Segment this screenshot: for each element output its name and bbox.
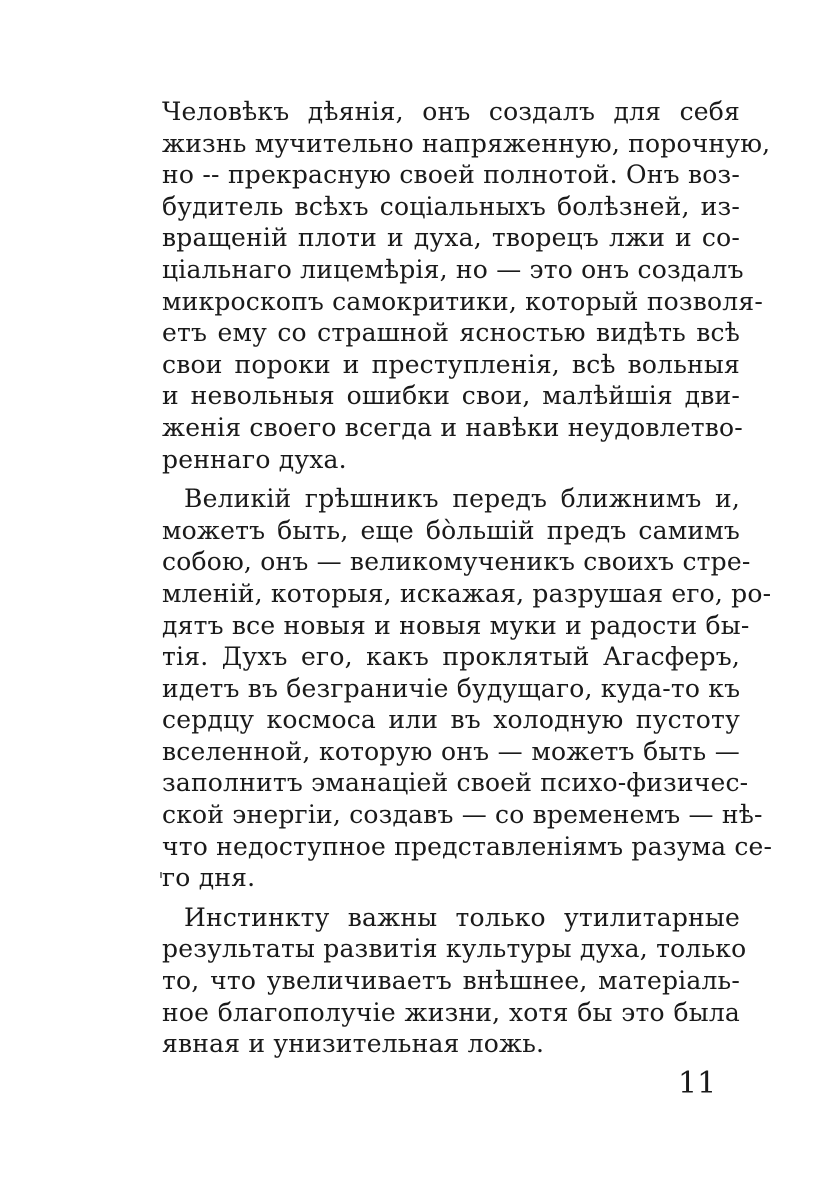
text-line: свои пороки и преступленія, всѣ вольныя — [162, 349, 740, 379]
text-line: сердцу космоса или въ холодную пустоту — [162, 705, 740, 735]
text-line: и невольныя ошибки свои, малѣйшія дви- — [162, 381, 740, 411]
text-line: го дня. — [162, 863, 256, 893]
print-speck — [160, 872, 162, 878]
text-line: жизнь мучительно напряженную, порочную, — [162, 128, 771, 158]
text-line: дятъ все новыя и новыя муки и радости бы- — [162, 610, 750, 640]
text-line: то, что увеличиваетъ внѣшнее, матеріаль- — [162, 966, 740, 996]
text-line: женія своего всегда и навѣки неудовлетво- — [162, 412, 743, 442]
text-line: идетъ въ безграничіе будущаго, куда-то къ — [162, 673, 741, 703]
paragraph-1 — [162, 96, 771, 475]
text-line: ное благополучіе жизни, хотя бы это была — [162, 997, 740, 1027]
text-line: заполнитъ эманаціей своей психо-физичес- — [162, 768, 749, 798]
text-line: тія. Духъ его, какъ проклятый Агасферъ, — [162, 642, 740, 672]
text-line: етъ ему со страшной ясностью видѣть всѣ — [162, 318, 740, 348]
text-line: Человѣкъ дѣянія, онъ создалъ для себя — [162, 97, 740, 126]
text-line: вселенной, которую онъ — можетъ быть — — [162, 736, 740, 766]
text-line: можетъ быть, еще бо̀льшій предъ самимъ — [162, 515, 740, 545]
text-line: собою, онъ — великомученикъ своихъ стре- — [162, 547, 751, 577]
page-number: 11 — [678, 1066, 717, 1101]
text-line: реннаго духа. — [162, 444, 347, 474]
text-line: мленій, которыя, искажая, разрушая его, ро- — [162, 578, 772, 608]
body-text — [162, 96, 773, 1060]
text-line: но -- прекрасную своей полнотой. Онъ воз- — [162, 160, 740, 190]
text-line: Великій грѣшникъ передъ ближнимъ и, — [184, 484, 740, 514]
text-line: явная и унизительная ложь. — [162, 1029, 545, 1059]
paragraph-2 — [162, 483, 773, 894]
text-line: ціальнаго лицемѣрія, но — это онъ создалъ — [162, 254, 744, 284]
text-line: результаты развитія культуры духа, только — [162, 934, 747, 964]
text-line: что недоступное представленіямъ разума се- — [162, 831, 773, 861]
paragraph-3 — [162, 902, 747, 1060]
text-line: ской энергіи, создавъ — со временемъ — нѣ- — [162, 800, 763, 830]
text-line: микроскопъ самокритики, который позволя- — [162, 286, 763, 316]
text-line: Инстинкту важны только утилитарные — [184, 902, 740, 932]
text-line: будитель всѣхъ соціальныхъ болѣзней, из- — [162, 191, 740, 221]
text-line: вращеній плоти и духа, творецъ лжи и со- — [162, 223, 740, 253]
